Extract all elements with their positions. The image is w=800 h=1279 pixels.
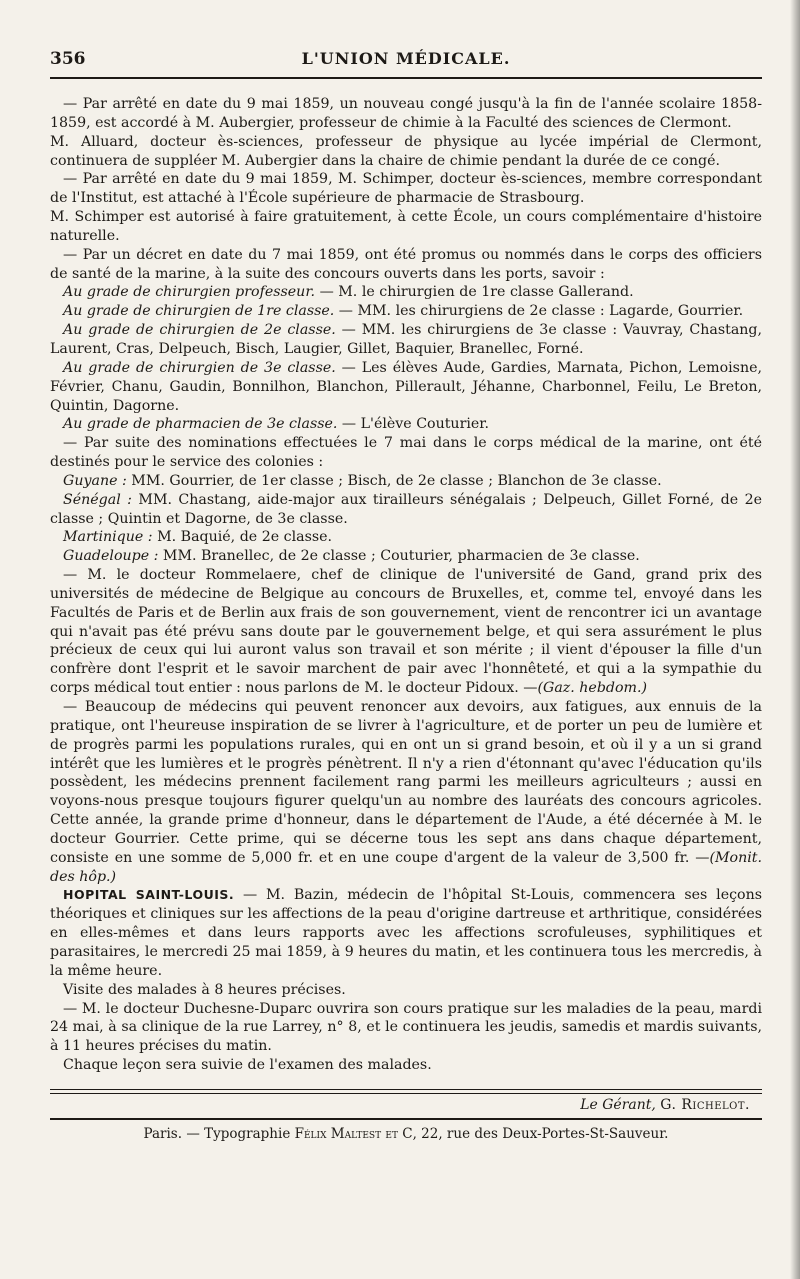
gerant-label: Le Gérant,: [580, 1096, 656, 1113]
footer-rule-bottom: [50, 1118, 762, 1120]
colony-text: MM. Gourrier, de 1er classe ; Bisch, de 2e classe ; Blanchon de 3e classe.: [126, 472, 662, 489]
colony-text: M. Baquié, de 2e classe.: [152, 529, 333, 546]
printer-imprint: [50, 1126, 762, 1142]
paragraph-guadeloupe: [50, 547, 762, 566]
footer-rule: [50, 1089, 762, 1094]
paragraph-agriculture: [50, 698, 762, 886]
paragraph-martinique: [50, 528, 762, 547]
colony-label: Martinique :: [63, 529, 153, 546]
paragraph-guyane: [50, 472, 762, 491]
grade-text: — MM. les chirurgiens de 3e classe : Vauvray, Chastang, Laurent, Cras, Delpeuch, Bisch, Laugier, Gillet, Baquier, Branellec, Forné.: [50, 322, 763, 357]
imprint-suffix: , 22, rue des Deux-Portes-St-Sauveur.: [412, 1125, 669, 1142]
grade-text: — M. le chirurgien de 1re classe Gallerand.: [315, 284, 634, 301]
page-header: [50, 44, 762, 74]
paragraph-colonies: — Par suite des nominations effectuées le 7 mai dans le corps médical de la marine, ont été destinés pour le service des colonies :: [50, 435, 762, 471]
paragraph-grade-pharmacien: [50, 415, 762, 434]
paragraph-hopital-saint-louis: [50, 886, 762, 980]
grade-label: Au grade de chirurgien professeur.: [63, 284, 316, 301]
source-citation: (Gaz. hebdom.): [537, 680, 648, 697]
grade-label: Au grade de chirurgien de 1re classe.: [63, 303, 335, 320]
colony-label: Guadeloupe :: [63, 548, 159, 565]
page-edge-shadow: [790, 0, 800, 1279]
paragraph-rommelaere: [50, 566, 762, 698]
grade-label: Au grade de pharmacien de 3e classe.: [63, 416, 338, 433]
colony-label: Sénégal :: [63, 491, 132, 508]
paragraph-schimper-cours: M. Schimper est autorisé à faire gratuitement, à cette École, un cours complémentaire d'histoire naturelle.: [50, 209, 762, 244]
grade-text: — MM. les chirurgiens de 2e classe : Lagarde, Gourrier.: [334, 303, 744, 320]
header-rule: [50, 77, 762, 79]
paragraph-visite: Visite des malades à 8 heures précises.: [63, 981, 346, 998]
paragraph-grade-1re: [50, 302, 762, 321]
paragraph-examen: Chaque leçon sera suivie de l'examen des malades.: [63, 1057, 432, 1074]
paragraph-grade-2e: [50, 321, 762, 359]
imprint-printer: Félix Maltest et C: [294, 1125, 413, 1142]
colony-text: MM. Branellec, de 2e classe ; Couturier, pharmacien de 3e classe.: [158, 548, 640, 565]
paragraph-grade-professeur: [50, 283, 762, 302]
colony-label: Guyane :: [63, 472, 127, 489]
paragraph-alluard: M. Alluard, docteur ès-sciences, professeur de physique au lycée impérial de Clermont, continuera de suppléer M. Aubergier dans la chaire de chimie pendant la durée de ce congé.: [50, 133, 762, 169]
colony-text: MM. Chastang, aide-major aux tirailleurs sénégalais ; Delpeuch, Gillet Forné, de 2e classe ; Quintin et Dagorne, de 3e classe.: [50, 491, 762, 527]
grade-label: Au grade de chirurgien de 3e classe.: [63, 359, 336, 376]
paragraph-conge-aubergier: — Par arrêté en date du 9 mai 1859, un nouveau congé jusqu'à la fin de l'année scolaire 1858-1859, est accordé à M. Aubergier, professeur de chimie à la Faculté des sciences de Clermont.: [50, 96, 762, 131]
source-citation: (Monit. des hôp.): [50, 849, 762, 885]
section-heading: HOPITAL SAINT-LOUIS.: [63, 887, 235, 903]
paragraph-text: — Beaucoup de médecins qui peuvent renoncer aux devoirs, aux fatigues, aux ennuis de la pratique, ont l'heureuse inspiration de se livrer à l'agriculture, et de porter un peu de lumière et de progrès parmi les populations rurales, qui en ont un si grand besoin, et où il y a un si grand intérêt que les lumières et le progrès pénètrent. Il n'y a rien d'étonnant qu'avec l'éducation qu'ils possèdent, les médecins prennent facilement rang parmi les meilleurs agriculteurs ; aussi en voyons-nous presque toujours figurer quelqu'un au nombre des lauréats des concours agricoles. Cette année, la grande prime d'honneur, dans le département de l'Aude, a été décernée à M. le docteur Gourrier. Cette prime, qui se décerne tous les sept ans dans chaque département, consiste en une somme de 5,000 fr. et en une coupe d'argent de la valeur de 3,500 fr. —: [50, 699, 762, 866]
running-title: L'UNION MÉDICALE.: [301, 49, 511, 68]
paragraph-text: — M. le docteur Rommelaere, chef de clinique de l'université de Gand, grand prix des universités de médecine de Belgique au concours de Bruxelles, et, comme tel, envoyé dans les Facultés de Paris et de Berlin aux frais de son gouvernement, vient de rencontrer ici un avantage qui n'avait pas été prévu sans doute par le gouvernement belge, et qui sera assurément le plus précieux de ceux qui lui auront valus son travail et son mérite ; il vient d'épouser la fille d'un confrère dont l'esprit et le savoir marchent de pair avec l'honnêteté, et qui a la sympathie du corps médical tout entier : nous parlons de M. le docteur Pidoux. —: [50, 567, 762, 697]
grade-label: Au grade de chirurgien de 2e classe.: [63, 322, 336, 339]
imprint-prefix: Paris. — Typographie: [143, 1125, 291, 1142]
paragraph-duchesne-duparc: — M. le docteur Duchesne-Duparc ouvrira son cours pratique sur les maladies de la peau, mardi 24 mai, à sa clinique de la rue Larrey, n° 8, et le continuera les jeudis, samedis et mardis suivants, à 11 heures précises du matin.: [50, 1000, 762, 1055]
gerant-name: G. Richelot.: [660, 1096, 750, 1113]
gerant-signature: [50, 1097, 762, 1113]
page-number: 356: [50, 49, 86, 69]
paragraph-grade-3e: [50, 359, 762, 416]
paragraph-schimper-attache: — Par arrêté en date du 9 mai 1859, M. Schimper, docteur ès-sciences, membre correspondant de l'Institut, est attaché à l'École supérieure de pharmacie de Strasbourg.: [50, 171, 762, 207]
grade-text: — Les élèves Aude, Gardies, Marnata, Pichon, Lemoisne, Février, Chanu, Gaudin, Bonnilhon, Blanchon, Pillerault, Jéhanne, Charbonnel, Feilu, Le Breton, Quintin, Dagorne.: [50, 359, 762, 414]
paragraph-senegal: [50, 491, 762, 529]
grade-text: — L'élève Couturier.: [337, 416, 490, 433]
paragraph-text: — M. Bazin, médecin de l'hôpital St-Louis, commencera ses leçons théoriques et cliniques sur les affections de la peau d'origine dartreuse et arthritique, considérées en elles-mêmes et dans leurs rapports avec les affections scrofuleuses, syphilitiques et parasitaires, le mercredi 25 mai 1859, à 9 heures du matin, et les continuera tous les mercredis, à la même heure.: [50, 887, 762, 979]
paragraph-decret-marine: — Par un décret en date du 7 mai 1859, ont été promus ou nommés dans le corps des officiers de santé de la marine, à la suite des concours ouverts dans les ports, savoir :: [50, 246, 762, 282]
article-body: [50, 95, 762, 1075]
